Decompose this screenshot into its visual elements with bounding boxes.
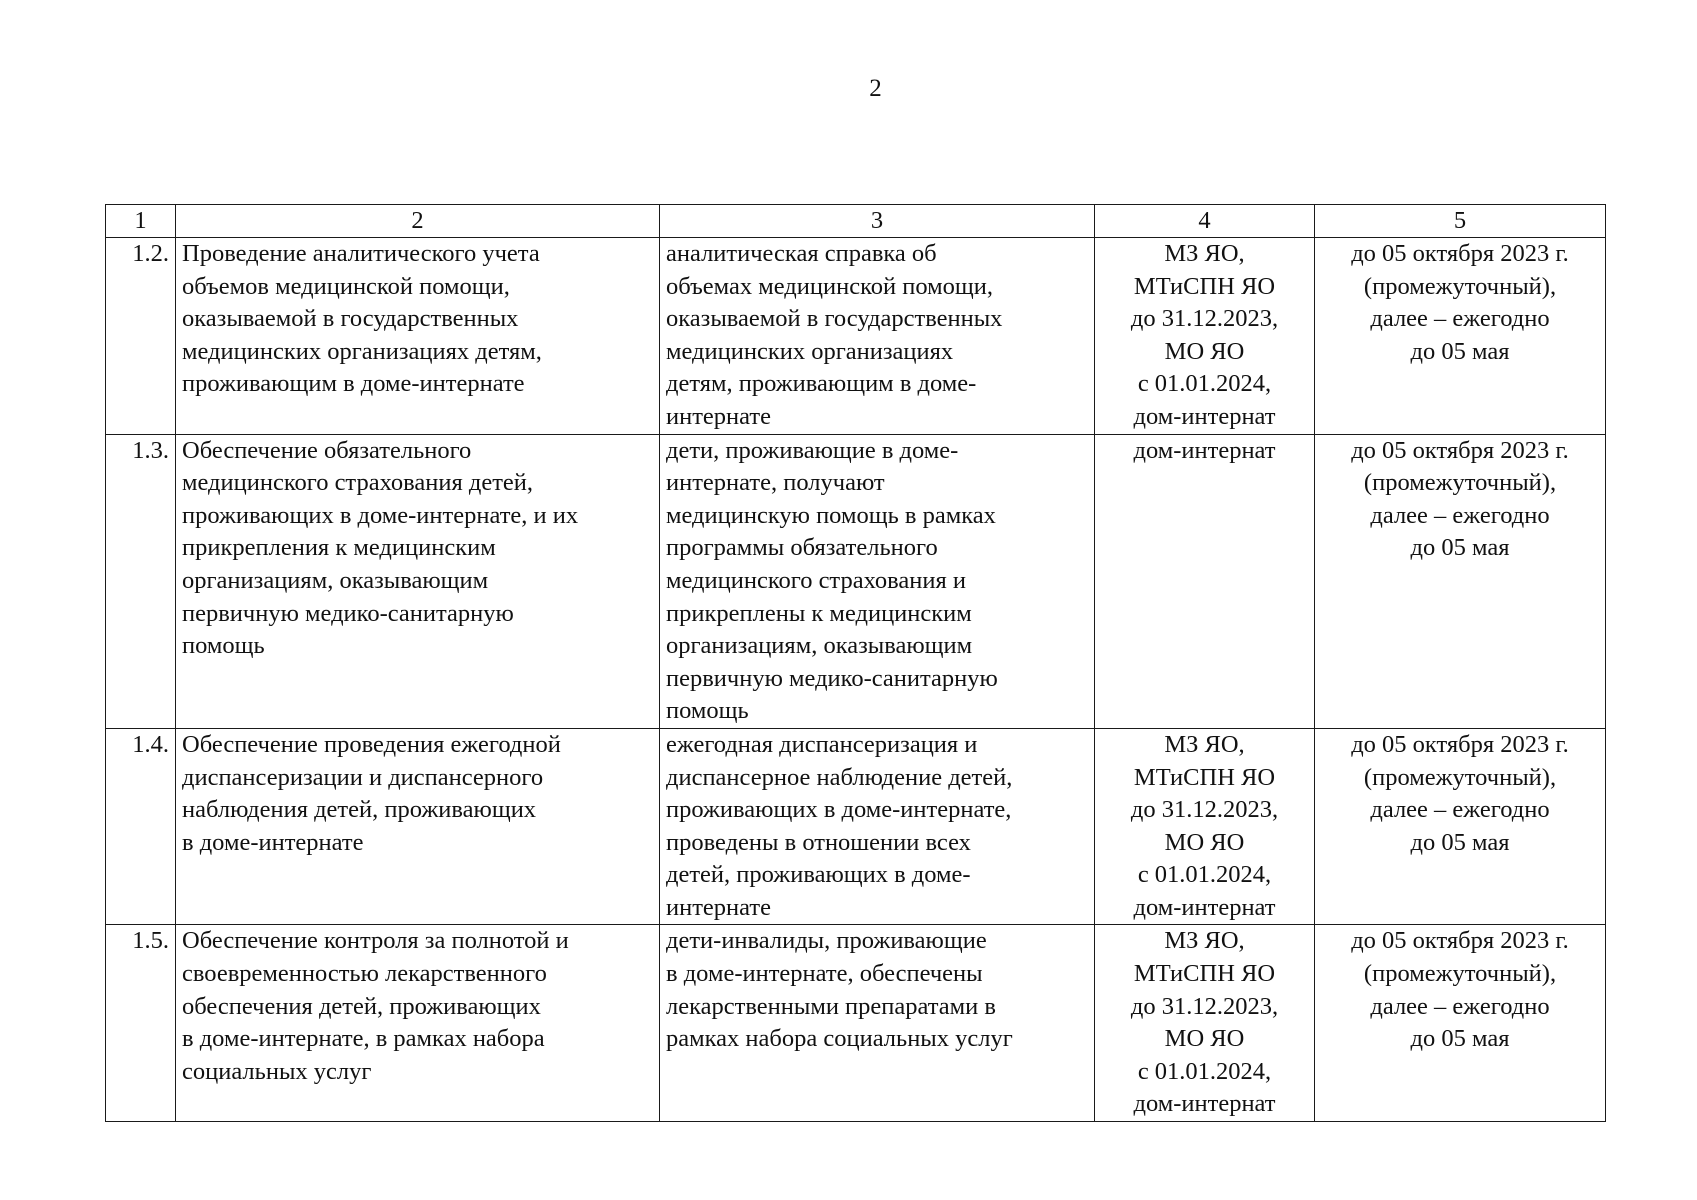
result-cell [660, 434, 1095, 728]
cell-line: организациям, оказывающим [182, 566, 489, 594]
cell-line: дом-интернат [1133, 436, 1276, 464]
responsible-cell [1095, 434, 1315, 728]
cell-line: с 01.01.2024, [1137, 861, 1272, 889]
cell-line: Проведение аналитического учета [182, 240, 540, 267]
row-number: 1.5. [106, 925, 176, 1122]
cell-line: помощь [182, 632, 265, 660]
column-header: 3 [660, 205, 1095, 238]
cell-line: интернате, получают [666, 469, 885, 497]
cell-line: дом-интернат [1133, 893, 1276, 921]
cell-line: дом-интернат [1133, 1090, 1276, 1118]
deadline-cell [1315, 434, 1606, 728]
cell-line: с 01.01.2024, [1137, 1057, 1272, 1085]
cell-line: Обеспечение контроля за полнотой и [182, 927, 569, 955]
cell-line: медицинского страхования детей, [182, 469, 534, 497]
cell-line: медицинскую помощь в рамках [666, 501, 996, 529]
cell-line: проживающих в доме-интернате, [666, 796, 1012, 824]
column-header: 5 [1315, 205, 1606, 238]
cell-line: ежегодная диспансеризация и [666, 730, 978, 758]
responsible-cell [1095, 925, 1315, 1122]
cell-line: Обеспечение обязательного [182, 436, 472, 464]
cell-line: медицинских организациях детям, [182, 337, 542, 365]
table-header-row [106, 205, 1606, 238]
cell-line: МО ЯО [1164, 828, 1245, 856]
column-header: 1 [106, 205, 176, 238]
cell-line: (промежуточный), [1363, 272, 1557, 300]
deadline-cell [1315, 925, 1606, 1122]
cell-line: дети-инвалиды, проживающие [666, 927, 987, 955]
cell-line: до 05 октября 2023 г. [1351, 436, 1569, 464]
cell-line: до 05 мая [1410, 534, 1510, 562]
cell-line: в доме-интернате, в рамках набора [182, 1025, 545, 1053]
plan-table [105, 204, 1606, 1122]
cell-line: прикрепления к медицинским [182, 534, 496, 562]
column-header: 2 [176, 205, 660, 238]
cell-line: (промежуточный), [1363, 960, 1557, 988]
cell-line: программы обязательного [666, 534, 938, 562]
cell-line: детей, проживающих в доме- [666, 861, 971, 889]
table-row [106, 238, 1606, 435]
responsible-cell [1095, 728, 1315, 925]
cell-line: рамках набора социальных услуг [666, 1025, 1013, 1053]
cell-line: лекарственными препаратами в [666, 992, 996, 1020]
cell-line: в доме-интернате [182, 828, 364, 856]
cell-line: до 05 октября 2023 г. [1351, 240, 1569, 267]
cell-line: до 05 октября 2023 г. [1351, 927, 1569, 955]
cell-line: далее – ежегодно [1370, 796, 1550, 824]
result-cell [660, 728, 1095, 925]
table-row [106, 728, 1606, 925]
table-row [106, 434, 1606, 728]
cell-line: в доме-интернате, обеспечены [666, 960, 983, 988]
cell-line: МТиСПН ЯО [1133, 763, 1276, 791]
cell-line: с 01.01.2024, [1137, 370, 1272, 398]
cell-line: дети, проживающие в доме- [666, 436, 959, 464]
result-cell [660, 238, 1095, 435]
cell-line: проведены в отношении всех [666, 828, 971, 856]
cell-line: диспансерное наблюдение детей, [666, 763, 1013, 791]
cell-line: прикреплены к медицинским [666, 599, 972, 627]
cell-line: МО ЯО [1164, 337, 1245, 365]
cell-line: интернате [666, 402, 771, 430]
cell-line: организациям, оказывающим [666, 632, 973, 660]
table-row [106, 925, 1606, 1122]
action-cell [176, 925, 660, 1122]
cell-line: обеспечения детей, проживающих [182, 992, 541, 1020]
cell-line: далее – ежегодно [1370, 501, 1550, 529]
row-number: 1.3. [106, 434, 176, 728]
cell-line: МЗ ЯО, [1164, 730, 1245, 758]
action-cell [176, 434, 660, 728]
cell-line: помощь [666, 697, 749, 725]
action-cell [176, 238, 660, 435]
cell-line: до 05 октября 2023 г. [1351, 730, 1569, 758]
deadline-cell [1315, 238, 1606, 435]
cell-line: далее – ежегодно [1370, 992, 1550, 1020]
cell-line: объемов медицинской помощи, [182, 272, 510, 300]
cell-line: своевременностью лекарственного [182, 960, 547, 988]
page-number: 2 [869, 75, 882, 102]
action-cell [176, 728, 660, 925]
cell-line: МТиСПН ЯО [1133, 960, 1276, 988]
cell-line: проживающим в доме-интернате [182, 370, 525, 398]
cell-line: до 31.12.2023, [1130, 305, 1279, 333]
cell-line: оказываемой в государственных [666, 305, 1003, 333]
cell-line: (промежуточный), [1363, 763, 1557, 791]
row-number: 1.4. [106, 728, 176, 925]
cell-line: объемах медицинской помощи, [666, 272, 993, 300]
cell-line: медицинского страхования и [666, 566, 966, 594]
cell-line: до 05 мая [1410, 828, 1510, 856]
cell-line: медицинских организациях [666, 337, 954, 365]
cell-line: проживающих в доме-интернате, и их [182, 501, 579, 529]
cell-line: наблюдения детей, проживающих [182, 796, 537, 824]
table-body [106, 238, 1606, 1122]
cell-line: (промежуточный), [1363, 469, 1557, 497]
cell-line: МЗ ЯО, [1164, 927, 1245, 955]
column-header: 4 [1095, 205, 1315, 238]
cell-line: социальных услуг [182, 1057, 372, 1085]
cell-line: до 31.12.2023, [1130, 796, 1279, 824]
cell-line: до 31.12.2023, [1130, 992, 1279, 1020]
cell-line: дом-интернат [1133, 402, 1276, 430]
cell-line: МТиСПН ЯО [1133, 272, 1276, 300]
result-cell [660, 925, 1095, 1122]
cell-line: МО ЯО [1164, 1025, 1245, 1053]
row-number: 1.2. [106, 238, 176, 435]
cell-line: МЗ ЯО, [1164, 240, 1245, 267]
cell-line: первичную медико-санитарную [182, 599, 514, 627]
cell-line: до 05 мая [1410, 1025, 1510, 1053]
cell-line: оказываемой в государственных [182, 305, 519, 333]
responsible-cell [1095, 238, 1315, 435]
cell-line: далее – ежегодно [1370, 305, 1550, 333]
cell-line: до 05 мая [1410, 337, 1510, 365]
cell-line: детям, проживающим в доме- [666, 370, 977, 398]
cell-line: диспансеризации и диспансерного [182, 763, 544, 791]
cell-line: Обеспечение проведения ежегодной [182, 730, 561, 758]
cell-line: аналитическая справка об [666, 240, 937, 267]
cell-line: первичную медико-санитарную [666, 664, 998, 692]
deadline-cell [1315, 728, 1606, 925]
cell-line: интернате [666, 893, 771, 921]
